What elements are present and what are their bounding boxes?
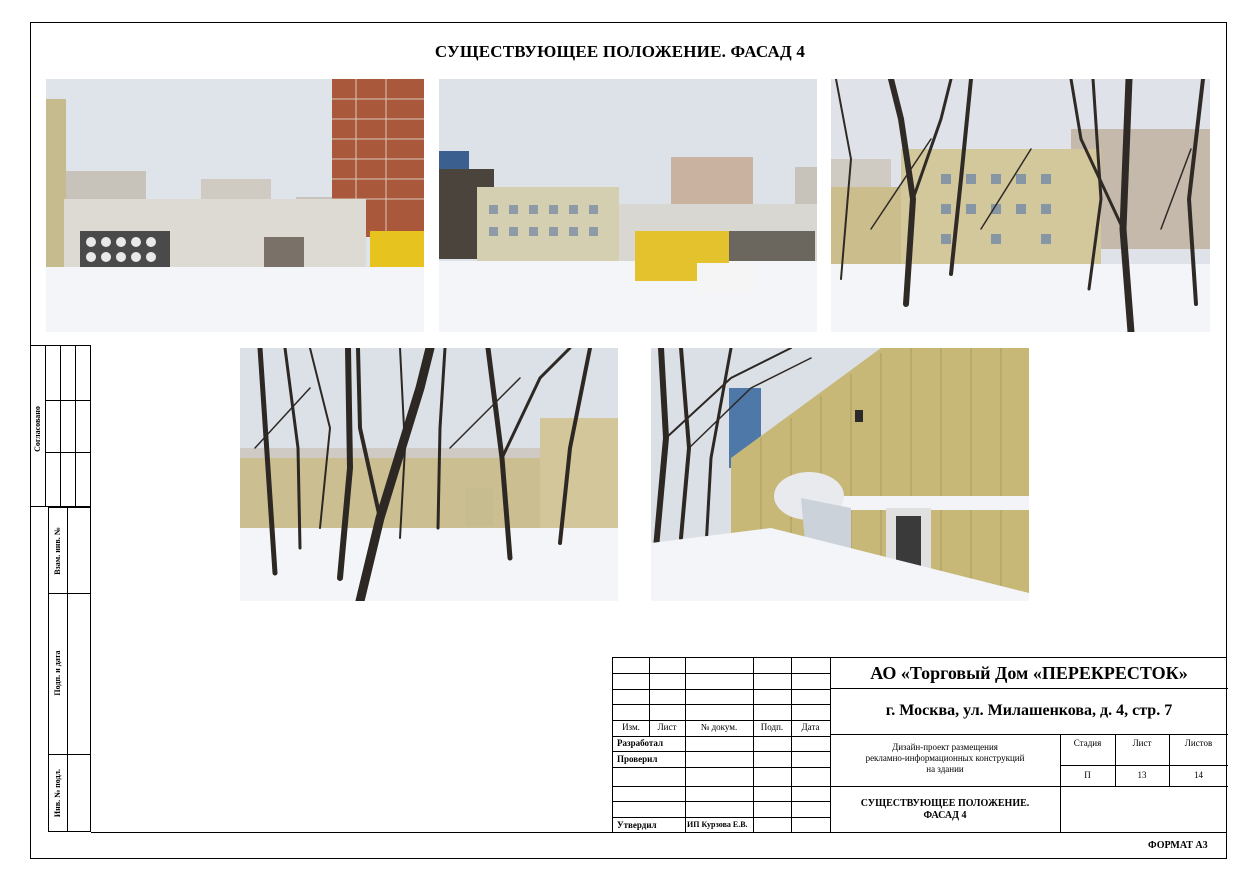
page-title: СУЩЕСТВУЮЩЕЕ ПОЛОЖЕНИЕ. ФАСАД 4 (434, 42, 806, 61)
col-doc-no: № докум. (700, 722, 738, 732)
object-address: г. Москва, ул. Милашенкова, д. 4, стр. 7 (885, 702, 1173, 719)
agreed-stamp (30, 345, 91, 507)
photo-trees-snow (240, 348, 618, 601)
sign-date-label: Подп. и дата (53, 650, 62, 696)
title-block (612, 657, 1227, 833)
bottom-line (91, 832, 613, 833)
col-date: Дата (801, 722, 820, 732)
inv-original-label: Инв. № подл. (53, 768, 62, 818)
sheet-label: Лист (1132, 738, 1152, 748)
project-description: Дизайн-проект размещения рекламно-информационных конструкций на здании (865, 742, 1025, 774)
stage-value: П (1084, 770, 1091, 780)
inventory-stamp (48, 507, 91, 832)
sheet-title: СУЩЕСТВУЮЩЕЕ ПОЛОЖЕНИЕ. ФАСАД 4 (860, 798, 1030, 821)
inv-replace-label: Взам. инв. № (53, 527, 62, 575)
col-sheet: Лист (657, 722, 677, 732)
developed-label: Разработал (617, 738, 664, 748)
stage-label: Стадия (1073, 738, 1102, 748)
sheet-value: 13 (1137, 770, 1147, 780)
sheets-value: 14 (1194, 770, 1203, 780)
approved-name: ИП Курзова Е.В. (687, 820, 748, 829)
agreed-label: Согласовано (33, 406, 42, 452)
photo-facade-door (651, 348, 1029, 601)
col-change: Изм. (622, 722, 640, 732)
sheets-label: Листов (1184, 738, 1213, 748)
company-name: АО «Торговый Дом «ПЕРЕКРЕСТОК» (870, 663, 1188, 683)
photo-building-through-trees (831, 79, 1210, 332)
col-sign: Подп. (760, 722, 784, 732)
format-label: ФОРМАТ А3 (1148, 840, 1208, 851)
photo-courtyard-left (46, 79, 424, 332)
checked-label: Проверил (617, 754, 658, 764)
approved-label: Утвердил (617, 820, 657, 830)
photo-courtyard-center (439, 79, 817, 332)
